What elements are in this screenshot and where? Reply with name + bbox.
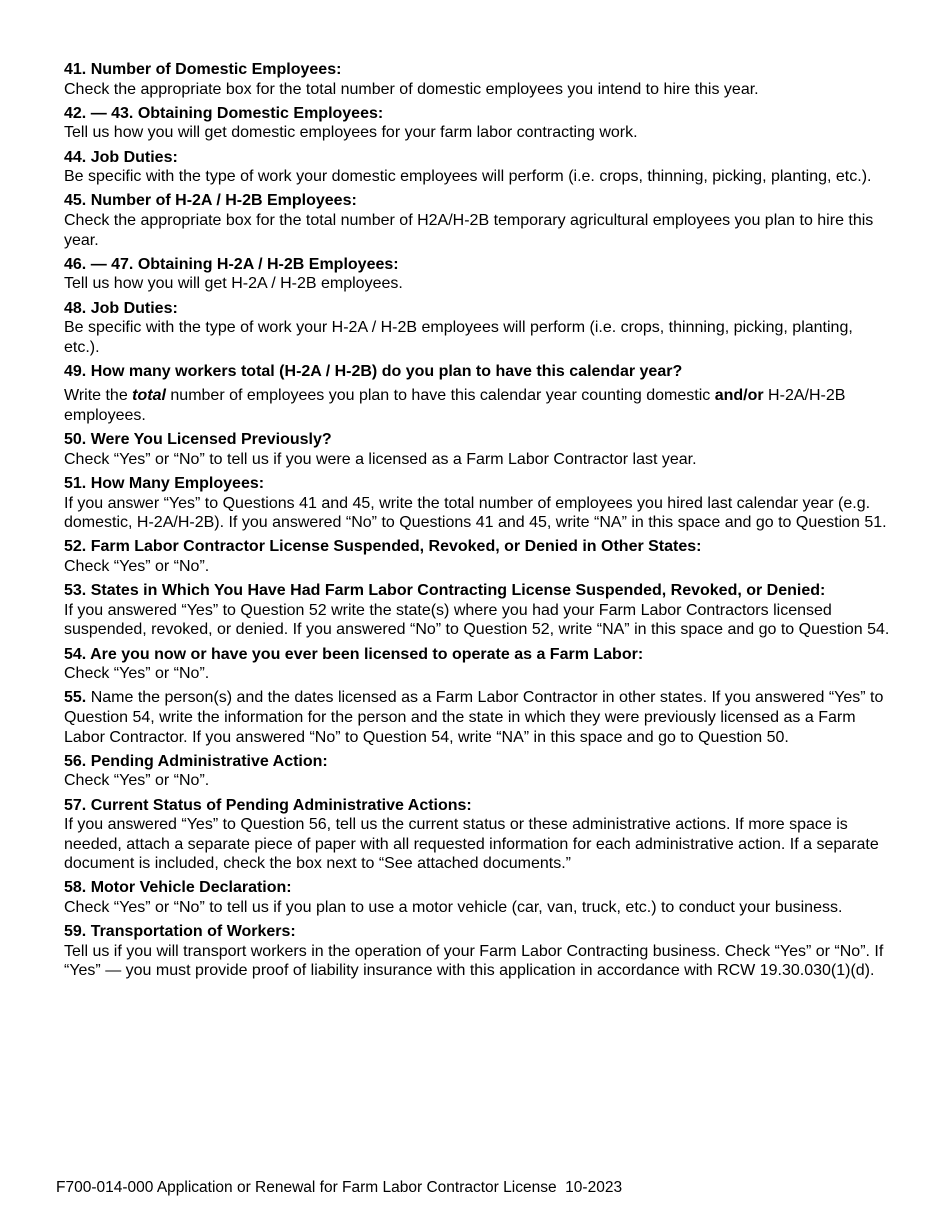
item-heading: 59. Transportation of Workers:	[64, 923, 296, 941]
item-52	[64, 537, 892, 576]
item-heading: 56. Pending Administrative Action:	[64, 752, 328, 770]
item-body: If you answered “Yes” to Question 56, tell us the current status or these administrative actions. If more space is needed, attach a separate piece of paper with all requested information for each administrative action. If a separate document is included, check the box next to “See attached documents.”	[64, 816, 879, 873]
item-body: Check “Yes” or “No”.	[64, 558, 210, 575]
item-45	[64, 191, 892, 250]
item-heading: 57. Current Status of Pending Administrative Actions:	[64, 796, 472, 814]
item-body	[64, 386, 892, 425]
instructions-content	[64, 60, 892, 986]
item-body: Be specific with the type of work your H-2A / H-2B employees will perform (i.e. crops, thinning, picking, planting, etc.).	[64, 319, 853, 356]
item-heading: 44. Job Duties:	[64, 148, 178, 166]
item-53	[64, 581, 892, 640]
emphasis-and-or: and/or	[714, 387, 764, 405]
item-heading: 46. — 47. Obtaining H-2A / H-2B Employees:	[64, 255, 399, 273]
item-55	[64, 688, 892, 747]
item-41	[64, 60, 892, 99]
item-body	[64, 688, 892, 747]
item-body-text: number of employees you plan to have this calendar year counting domestic	[165, 387, 715, 405]
item-body: Check “Yes” or “No” to tell us if you were a licensed as a Farm Labor Contractor last year.	[64, 450, 697, 468]
item-44	[64, 148, 892, 187]
item-51	[64, 474, 892, 533]
item-heading: 58. Motor Vehicle Declaration:	[64, 879, 292, 897]
item-heading: 50. Were You Licensed Previously?	[64, 431, 332, 449]
item-42-43	[64, 104, 892, 143]
item-heading: 48. Job Duties:	[64, 299, 178, 317]
item-48	[64, 299, 892, 358]
item-body: Check “Yes” or “No”.	[64, 772, 210, 790]
form-footer: F700-014-000 Application or Renewal for Farm Labor Contractor License 10-2023	[56, 1179, 623, 1196]
item-body: Check “Yes” or “No” to tell us if you plan to use a motor vehicle (car, van, truck, etc.) to conduct your business.	[64, 899, 843, 917]
item-50	[64, 430, 892, 469]
item-body: If you answer “Yes” to Questions 41 and 45, write the total number of employees you hired last calendar year (e.g. domestic, H-2A/H-2B). If you answered “No” to Questions 41 and 45, write “NA” in this space and go to Question 51.	[64, 494, 887, 532]
item-heading: 45. Number of H-2A / H-2B Employees:	[64, 192, 357, 210]
item-57	[64, 796, 892, 874]
item-number: 55.	[64, 689, 87, 707]
item-body: Check “Yes” or “No”.	[64, 665, 210, 683]
item-54	[64, 645, 892, 684]
item-body: Tell us how you will get H-2A / H-2B employees.	[64, 275, 403, 293]
item-59	[64, 922, 892, 981]
item-body: Tell us if you will transport workers in the operation of your Farm Labor Contracting business. Check “Yes” or “No”. If “Yes” — you must provide proof of liability insurance with this application in accordance with RCW 19.30.030(1)(d).	[64, 942, 884, 980]
item-49	[64, 362, 892, 426]
item-body-text: Name the person(s) and the dates licensed as a Farm Labor Contractor in other states. If you answered “Yes” to Question 54, write the information for the person and the state in which they were previously licensed as a Farm Labor Contractor. If you answered “No” to Question 54, write “NA” in this space and go to Question 50.	[64, 689, 884, 746]
item-body: Tell us how you will get domestic employees for your farm labor contracting work.	[64, 124, 638, 142]
item-heading: 53. States in Which You Have Had Farm Labor Contracting License Suspended, Revoked, or Denied:	[64, 582, 826, 600]
item-body: Be specific with the type of work your domestic employees will perform (i.e. crops, thinning, picking, planting, etc.).	[64, 168, 872, 186]
item-body: Check the appropriate box for the total number of domestic employees you intend to hire this year.	[64, 80, 759, 98]
item-body-text: Write the	[64, 387, 133, 405]
item-58	[64, 878, 892, 917]
item-heading: 54. Are you now or have you ever been licensed to operate as a Farm Labor:	[64, 645, 644, 663]
item-heading: 41. Number of Domestic Employees:	[64, 61, 342, 78]
item-body: If you answered “Yes” to Question 52 write the state(s) where you had your Farm Labor Contractors licensed suspended, revoked, or denied. If you answered “No” to Question 52, write “NA” in this space and go to Question 54.	[64, 601, 890, 639]
item-heading: 52. Farm Labor Contractor License Suspended, Revoked, or Denied in Other States:	[64, 538, 702, 556]
item-46-47	[64, 255, 892, 294]
item-body: Check the appropriate box for the total number of H2A/H-2B temporary agricultural employees you plan to hire this year.	[64, 211, 874, 249]
item-56	[64, 752, 892, 791]
item-heading: 42. — 43. Obtaining Domestic Employees:	[64, 104, 384, 122]
item-body-text: H-2A/H-2B employees.	[64, 387, 846, 425]
item-heading: 51. How Many Employees:	[64, 475, 265, 493]
emphasis-total: total	[132, 387, 166, 405]
item-heading: 49. How many workers total (H-2A / H-2B) do you plan to have this calendar year?	[64, 362, 683, 380]
